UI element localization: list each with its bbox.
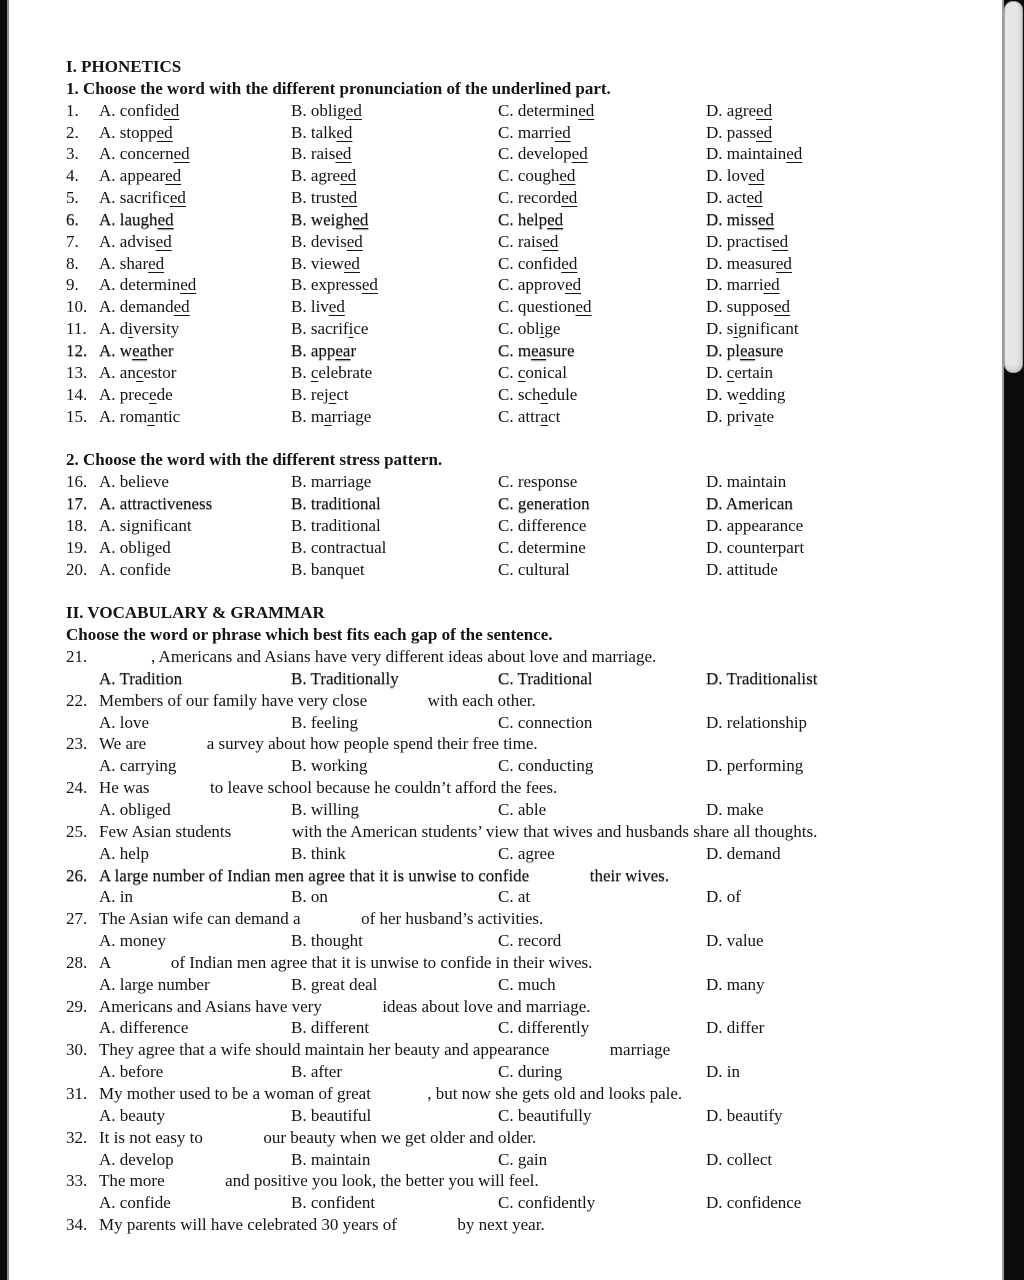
option-d: D. significant bbox=[706, 319, 799, 339]
question-number bbox=[66, 1061, 99, 1083]
option-a: A. obliged bbox=[99, 800, 171, 819]
document-page bbox=[9, 0, 1002, 1280]
option-a: A. Tradition bbox=[99, 668, 183, 688]
option-b: B. banquet bbox=[291, 559, 365, 579]
option-d: D. many bbox=[706, 974, 765, 994]
option-d: D. performing bbox=[706, 756, 804, 776]
question-number: 14. bbox=[66, 384, 88, 404]
option-a: A. determined bbox=[99, 275, 197, 295]
option-d: D. maintain bbox=[706, 472, 787, 492]
question-options-row bbox=[66, 843, 994, 865]
vocab-instruction: Choose the word or phrase which best fits each gap of the sentence. bbox=[66, 625, 553, 645]
option-d: D. demand bbox=[706, 843, 781, 863]
option-b: B. devised bbox=[291, 231, 363, 251]
option-c: C. connection bbox=[498, 712, 593, 732]
option-d: D. practised bbox=[706, 231, 789, 251]
option-b: B. after bbox=[291, 1062, 342, 1082]
question-number bbox=[66, 755, 99, 777]
option-a: A. confided bbox=[99, 100, 180, 120]
option-b: B. marriage bbox=[291, 472, 372, 492]
option-d: D. of bbox=[706, 887, 741, 907]
question-options-row bbox=[66, 515, 994, 537]
option-b: B. thought bbox=[291, 931, 363, 951]
option-b: B. willing bbox=[291, 800, 360, 819]
option-c: C. oblige bbox=[498, 319, 561, 339]
option-c: C. developed bbox=[498, 144, 588, 164]
question-options-row bbox=[66, 1017, 994, 1039]
question-number: 9. bbox=[66, 275, 79, 295]
option-b: B. agreed bbox=[291, 166, 357, 186]
question-number: 20. bbox=[66, 559, 88, 579]
question-text: He was to leave school because he couldn’t afford the fees. bbox=[99, 778, 558, 798]
option-a: A. significant bbox=[99, 515, 192, 535]
question-options-row bbox=[66, 668, 994, 690]
part2-question-list bbox=[66, 471, 994, 580]
question-options-row bbox=[66, 318, 994, 340]
question-options-row bbox=[66, 930, 994, 952]
option-d: D. acted bbox=[706, 188, 763, 208]
option-b: B. viewed bbox=[291, 253, 360, 273]
option-d: D. relationship bbox=[706, 712, 808, 732]
option-d: D. make bbox=[706, 800, 764, 819]
option-d: D. in bbox=[706, 1062, 741, 1082]
question-sentence-row bbox=[66, 865, 994, 887]
option-d: D. passed bbox=[706, 122, 773, 142]
scrollbar-track bbox=[1004, 0, 1024, 1280]
question-options-row bbox=[66, 886, 994, 908]
option-b: B. obliged bbox=[291, 100, 362, 120]
scrollbar-thumb[interactable] bbox=[1004, 1, 1023, 373]
option-b: B. marriage bbox=[291, 406, 372, 426]
option-b: B. lived bbox=[291, 297, 345, 317]
question-options-row bbox=[66, 799, 994, 821]
option-b: B. celebrate bbox=[291, 362, 373, 382]
question-number: 13. bbox=[66, 362, 88, 382]
question-options-row bbox=[66, 165, 994, 187]
option-a: A. beauty bbox=[99, 1105, 166, 1125]
question-text: My mother used to be a woman of great , but now she gets old and looks pale. bbox=[99, 1083, 683, 1103]
option-a: A. advised bbox=[99, 231, 172, 251]
option-a: A. ancestor bbox=[99, 362, 177, 382]
option-d: D. American bbox=[706, 494, 793, 514]
option-b: B. appear bbox=[291, 340, 357, 360]
option-d: D. pleasure bbox=[706, 340, 784, 360]
option-a: A. diversity bbox=[99, 319, 180, 339]
question-text: Americans and Asians have very ideas about love and marriage. bbox=[99, 996, 591, 1016]
question-text: They agree that a wife should maintain her beauty and appearance marriage bbox=[99, 1040, 671, 1060]
question-number: 11. bbox=[66, 319, 87, 339]
option-c: C. much bbox=[498, 974, 556, 994]
option-b: B. reject bbox=[291, 384, 349, 404]
question-sentence-row bbox=[66, 1127, 994, 1149]
part1-question-list bbox=[66, 100, 994, 428]
option-c: C. cultural bbox=[498, 559, 570, 579]
question-options-row bbox=[66, 340, 994, 362]
option-c: C. approved bbox=[498, 275, 582, 295]
option-d: D. agreed bbox=[706, 100, 773, 120]
option-d: D. supposed bbox=[706, 297, 791, 317]
question-options-row bbox=[66, 100, 994, 122]
question-number: 21. bbox=[66, 647, 88, 667]
left-edge-bar bbox=[0, 0, 9, 1280]
question-number bbox=[66, 799, 99, 821]
option-d: D. attitude bbox=[706, 559, 778, 579]
question-number: 29. bbox=[66, 996, 88, 1016]
question-options-row bbox=[66, 231, 994, 253]
question-options-row bbox=[66, 122, 994, 144]
option-b: B. maintain bbox=[291, 1149, 371, 1169]
question-options-row bbox=[66, 559, 994, 581]
question-number: 31. bbox=[66, 1083, 88, 1103]
option-c: C. schedule bbox=[498, 384, 578, 404]
question-number: 17. bbox=[66, 494, 88, 514]
question-sentence-row bbox=[66, 996, 994, 1018]
section-heading-phonetics: I. PHONETICS bbox=[66, 57, 182, 76]
question-number: 23. bbox=[66, 734, 88, 754]
option-c: C. gain bbox=[498, 1149, 548, 1169]
question-number: 25. bbox=[66, 821, 88, 841]
option-a: A. confide bbox=[99, 1193, 171, 1213]
option-d: D. appearance bbox=[706, 515, 804, 535]
option-d: D. differ bbox=[706, 1018, 765, 1038]
section-gap bbox=[66, 427, 994, 449]
question-number: 32. bbox=[66, 1127, 88, 1147]
option-b: B. traditional bbox=[291, 515, 381, 535]
document-content bbox=[66, 56, 994, 1236]
option-a: A. confide bbox=[99, 559, 171, 579]
option-b: B. talked bbox=[291, 122, 353, 142]
option-b: B. think bbox=[291, 843, 346, 863]
option-d: D. private bbox=[706, 406, 774, 426]
question-options-row bbox=[66, 406, 994, 428]
question-number bbox=[66, 843, 99, 865]
question-number: 26. bbox=[66, 865, 88, 885]
option-c: C. determine bbox=[498, 537, 586, 557]
question-options-row bbox=[66, 471, 994, 493]
option-c: C. differently bbox=[498, 1018, 590, 1038]
question-number: 12. bbox=[66, 340, 88, 360]
question-number bbox=[66, 886, 99, 908]
question-sentence-row bbox=[66, 821, 994, 843]
option-a: A. help bbox=[99, 843, 150, 863]
option-b: B. traditional bbox=[291, 494, 381, 514]
option-a: A. love bbox=[99, 712, 150, 732]
question-number: 22. bbox=[66, 690, 88, 710]
option-a: A. appeared bbox=[99, 166, 182, 186]
option-a: A. money bbox=[99, 931, 167, 951]
option-c: C. record bbox=[498, 931, 562, 951]
question-options-row bbox=[66, 253, 994, 275]
option-d: D. measured bbox=[706, 253, 792, 273]
question-options-row bbox=[66, 1149, 994, 1171]
option-b: B. working bbox=[291, 756, 368, 776]
option-b: B. beautiful bbox=[291, 1105, 372, 1125]
question-number: 3. bbox=[66, 144, 79, 164]
question-options-row bbox=[66, 537, 994, 559]
option-a: A. romantic bbox=[99, 406, 181, 426]
option-c: C. recorded bbox=[498, 188, 578, 208]
question-text: Members of our family have very close with each other. bbox=[99, 690, 536, 710]
option-c: C. coughed bbox=[498, 166, 576, 186]
question-number: 28. bbox=[66, 952, 88, 972]
option-d: D. value bbox=[706, 931, 764, 951]
question-sentence-row bbox=[66, 777, 994, 799]
question-text: A large number of Indian men agree that it is unwise to confide their wives. bbox=[99, 865, 670, 885]
question-number: 18. bbox=[66, 515, 88, 535]
option-b: B. confident bbox=[291, 1193, 376, 1213]
option-a: A. carrying bbox=[99, 756, 177, 776]
option-a: A. precede bbox=[99, 384, 173, 404]
option-c: C. conducting bbox=[498, 756, 594, 776]
option-c: C. during bbox=[498, 1062, 563, 1082]
option-a: A. large number bbox=[99, 974, 210, 994]
question-number: 27. bbox=[66, 909, 88, 929]
option-c: C. confidently bbox=[498, 1193, 596, 1213]
option-c: C. questioned bbox=[498, 297, 592, 317]
question-number: 34. bbox=[66, 1215, 88, 1235]
question-options-row bbox=[66, 274, 994, 296]
question-text: It is not easy to our beauty when we get older and older. bbox=[99, 1127, 537, 1147]
option-c: C. attract bbox=[498, 406, 561, 426]
question-options-row bbox=[66, 384, 994, 406]
option-b: B. contractual bbox=[291, 537, 387, 557]
option-c: C. able bbox=[498, 800, 547, 819]
question-options-row bbox=[66, 493, 994, 515]
question-options-row bbox=[66, 974, 994, 996]
question-text: The Asian wife can demand a of her husband’s activities. bbox=[99, 909, 544, 929]
option-d: D. loved bbox=[706, 166, 765, 186]
option-a: A. sacrificed bbox=[99, 188, 186, 208]
option-a: A. attractiveness bbox=[99, 494, 213, 514]
question-number bbox=[66, 712, 99, 734]
section-heading-vocabulary: II. VOCABULARY & GRAMMAR bbox=[66, 603, 325, 623]
question-number bbox=[66, 1105, 99, 1127]
option-d: D. Traditionalist bbox=[706, 668, 818, 688]
question-text: A of Indian men agree that it is unwise to confide in their wives. bbox=[99, 952, 593, 972]
option-b: B. expressed bbox=[291, 275, 378, 295]
option-c: C. conical bbox=[498, 362, 567, 382]
option-c: C. beautifully bbox=[498, 1105, 592, 1125]
option-d: D. collect bbox=[706, 1149, 773, 1169]
section-gap bbox=[66, 580, 994, 602]
option-b: B. on bbox=[291, 887, 328, 907]
question-number: 33. bbox=[66, 1171, 88, 1191]
question-options-row bbox=[66, 1061, 994, 1083]
option-d: D. counterpart bbox=[706, 537, 805, 557]
option-b: B. sacrifice bbox=[291, 319, 369, 339]
question-number bbox=[66, 1149, 99, 1171]
question-options-row bbox=[66, 362, 994, 384]
question-text: , Americans and Asians have very different ideas about love and marriage. bbox=[151, 647, 657, 667]
question-number: 10. bbox=[66, 297, 88, 317]
part1-instruction: 1. Choose the word with the different pronunciation of the underlined part. bbox=[66, 78, 611, 98]
question-number: 7. bbox=[66, 231, 79, 251]
question-options-row bbox=[66, 296, 994, 318]
option-c: C. response bbox=[498, 472, 578, 492]
option-c: C. raised bbox=[498, 231, 559, 251]
option-b: B. different bbox=[291, 1018, 370, 1038]
question-sentence-row bbox=[66, 1083, 994, 1105]
option-a: A. concerned bbox=[99, 144, 190, 164]
option-a: A. before bbox=[99, 1062, 164, 1082]
question-number: 15. bbox=[66, 406, 88, 426]
option-d: D. certain bbox=[706, 362, 774, 382]
option-a: A. develop bbox=[99, 1149, 174, 1169]
question-sentence-row bbox=[66, 952, 994, 974]
option-c: C. confided bbox=[498, 253, 578, 273]
question-options-row bbox=[66, 1105, 994, 1127]
option-a: A. stopped bbox=[99, 122, 173, 142]
question-sentence-row bbox=[66, 1170, 994, 1192]
option-c: C. helped bbox=[498, 209, 564, 229]
question-number: 16. bbox=[66, 472, 88, 492]
option-c: C. measure bbox=[498, 340, 575, 360]
question-text: The more and positive you look, the better you will feel. bbox=[99, 1171, 539, 1191]
option-b: B. great deal bbox=[291, 974, 378, 994]
question-options-row bbox=[66, 209, 994, 231]
question-number: 4. bbox=[66, 166, 79, 186]
option-b: B. weighed bbox=[291, 209, 369, 229]
question-options-row bbox=[66, 143, 994, 165]
option-c: C. Traditional bbox=[498, 668, 593, 688]
question-number bbox=[66, 1017, 99, 1039]
question-number: 5. bbox=[66, 188, 79, 208]
question-text: My parents will have celebrated 30 years of by next year. bbox=[99, 1215, 545, 1235]
option-d: D. wedding bbox=[706, 384, 786, 404]
question-number: 19. bbox=[66, 537, 88, 557]
option-a: A. in bbox=[99, 887, 134, 907]
question-number bbox=[66, 1192, 99, 1214]
option-a: A. demanded bbox=[99, 297, 190, 317]
question-sentence-row bbox=[66, 1214, 994, 1236]
option-c: C. married bbox=[498, 122, 571, 142]
question-sentence-row bbox=[66, 646, 994, 668]
question-number bbox=[66, 930, 99, 952]
option-d: D. maintained bbox=[706, 144, 803, 164]
question-number: 1. bbox=[66, 100, 79, 120]
question-options-row bbox=[66, 187, 994, 209]
question-options-row bbox=[66, 712, 994, 734]
option-c: C. at bbox=[498, 887, 531, 907]
question-options-row bbox=[66, 755, 994, 777]
option-b: B. raised bbox=[291, 144, 352, 164]
option-d: D. married bbox=[706, 275, 780, 295]
option-d: D. beautify bbox=[706, 1105, 783, 1125]
question-options-row bbox=[66, 1192, 994, 1214]
option-d: D. confidence bbox=[706, 1193, 802, 1213]
option-a: A. shared bbox=[99, 253, 165, 273]
option-c: C. generation bbox=[498, 494, 590, 514]
vocab-question-list bbox=[66, 646, 994, 1236]
option-a: A. believe bbox=[99, 472, 169, 492]
option-b: B. Traditionally bbox=[291, 668, 399, 688]
option-a: A. difference bbox=[99, 1018, 189, 1038]
question-number: 2. bbox=[66, 122, 79, 142]
question-number: 30. bbox=[66, 1040, 88, 1060]
option-a: A. weather bbox=[99, 340, 174, 360]
option-c: C. difference bbox=[498, 515, 587, 535]
option-a: A. obliged bbox=[99, 537, 171, 557]
option-c: C. determined bbox=[498, 100, 595, 120]
question-number bbox=[66, 668, 99, 690]
part2-instruction: 2. Choose the word with the different stress pattern. bbox=[66, 450, 443, 470]
option-b: B. feeling bbox=[291, 712, 359, 732]
option-a: A. laughed bbox=[99, 209, 174, 229]
question-text: Few Asian students with the American students’ view that wives and husbands share all thoughts. bbox=[99, 821, 818, 841]
option-b: B. trusted bbox=[291, 188, 358, 208]
question-sentence-row bbox=[66, 733, 994, 755]
question-number: 8. bbox=[66, 253, 79, 273]
question-sentence-row bbox=[66, 1039, 994, 1061]
question-number: 24. bbox=[66, 778, 88, 798]
question-sentence-row bbox=[66, 690, 994, 712]
question-sentence-row bbox=[66, 908, 994, 930]
option-d: D. missed bbox=[706, 209, 775, 229]
option-c: C. agree bbox=[498, 843, 555, 863]
question-number bbox=[66, 974, 99, 996]
question-text: We are a survey about how people spend their free time. bbox=[99, 734, 538, 754]
question-number: 6. bbox=[66, 209, 79, 229]
